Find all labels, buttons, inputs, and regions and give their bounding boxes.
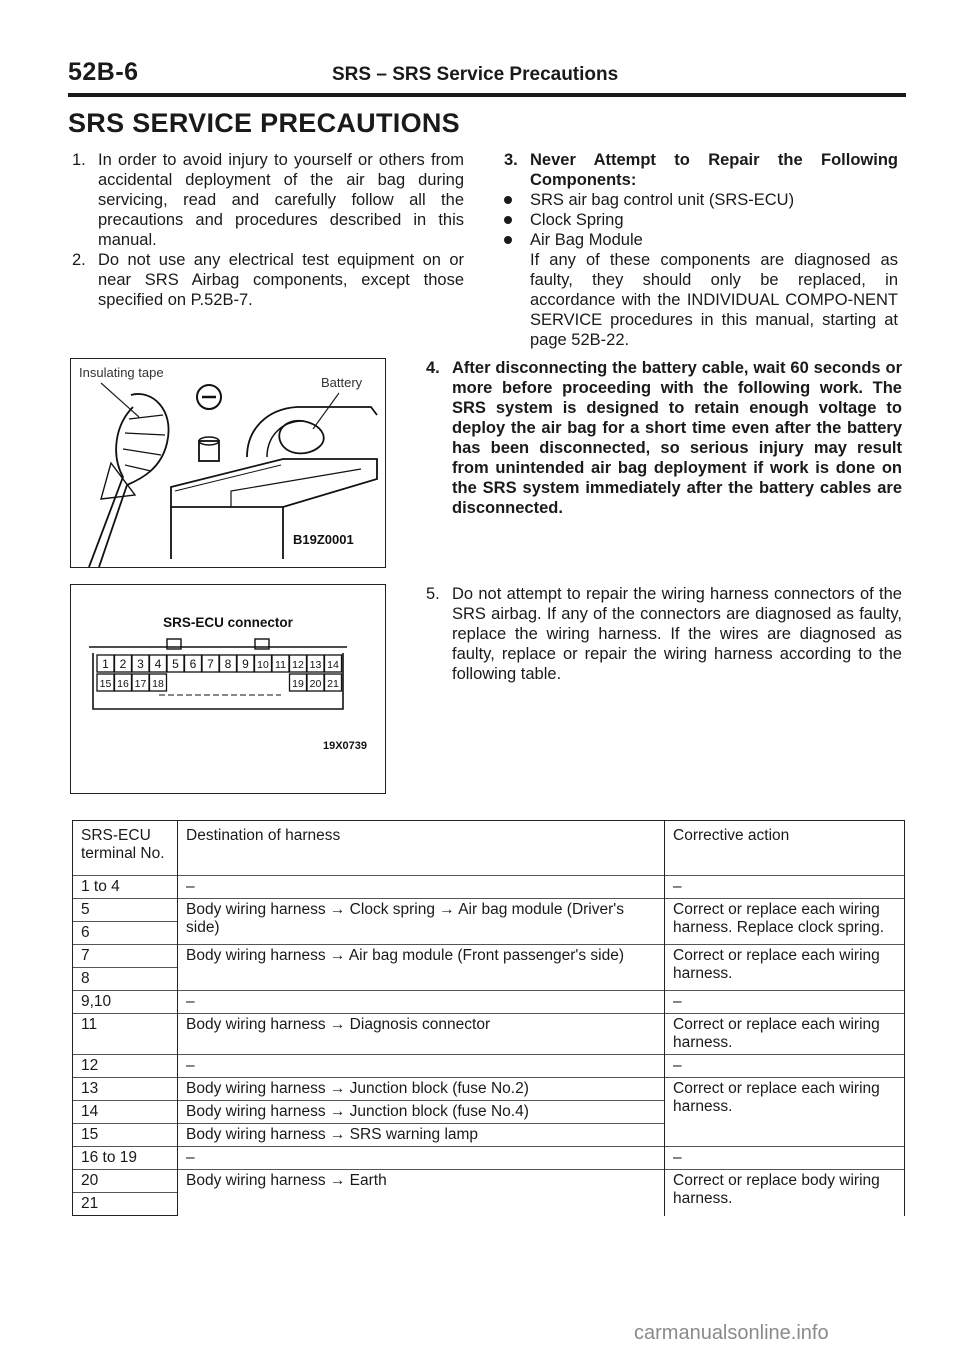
bullet-text: Clock Spring (530, 211, 624, 229)
connector-pin (290, 674, 307, 691)
cell-terminal: 16 to 19 (73, 1147, 178, 1170)
cell-terminal: 1 to 4 (73, 876, 178, 899)
cell-action: – (665, 1055, 905, 1078)
header-destination: Destination of harness (178, 821, 665, 876)
item-2 (66, 250, 464, 310)
battery-illustration (71, 359, 385, 567)
figure-code: B19Z0001 (293, 532, 354, 547)
connector-pin (202, 655, 219, 672)
pin-row-bottom (97, 674, 342, 691)
pin-label: 10 (257, 659, 269, 671)
cell-destination: Body wiring harness → Diagnosis connector (178, 1014, 665, 1055)
cell-terminal: 11 (73, 1014, 178, 1055)
table-row (73, 1078, 905, 1101)
connector-pin (115, 655, 132, 672)
table-row (73, 1055, 905, 1078)
cell-destination: – (178, 876, 665, 899)
pin-label: 3 (137, 657, 144, 671)
table-header-row (73, 821, 905, 876)
pin-label: 19 (292, 678, 304, 690)
table-row (73, 876, 905, 899)
connector-pin (307, 674, 324, 691)
cell-action: Correct or replace each wiring harness. (665, 1078, 905, 1147)
cell-terminal: 15 (73, 1124, 178, 1147)
table-row (73, 1147, 905, 1170)
cell-destination: Body wiring harness → Junction block (fuse No.4) (178, 1101, 665, 1124)
cell-action: Correct or replace each wiring harness. (665, 945, 905, 991)
item-3-heading-block (498, 150, 898, 190)
cell-action: Correct or replace each wiring harness. Replace clock spring. (665, 899, 905, 945)
bullet-item (498, 210, 898, 230)
item-text: After disconnecting the battery cable, wait 60 seconds or more before proceeding with the following work. The SRS system is designed to retain enough voltage to deploy the air bag for a short time even after the battery has been disconnected, so serious injury may result from unintended air bag deployment if work is done on the SRS system immediately after the battery cables are disconnected. (452, 359, 902, 517)
item-text: In order to avoid injury to yourself or others from accidental deployment of the air bag during servicing, read and carefully follow all the precautions and procedures described in this manual. (98, 151, 464, 249)
item-5-block (420, 584, 902, 684)
pin-label: 12 (292, 659, 304, 671)
connector-pin (132, 674, 149, 691)
pin-label: 21 (327, 678, 339, 690)
table-row (73, 945, 905, 968)
pin-label: 14 (327, 659, 339, 671)
connector-pin (115, 674, 132, 691)
pin-label: 11 (275, 659, 286, 671)
header-action: Corrective action (665, 821, 905, 876)
pin-label: 13 (309, 659, 322, 671)
item-number: 5. (426, 585, 440, 603)
connector-pin (325, 655, 342, 672)
cell-action: Correct or replace body wiring harness. (665, 1170, 905, 1216)
cell-destination: Body wiring harness → Junction block (fuse No.2) (178, 1078, 665, 1101)
cell-terminal: 21 (73, 1193, 178, 1216)
cell-destination: Body wiring harness → SRS warning lamp (178, 1124, 665, 1147)
bullet-icon (504, 236, 512, 244)
connector-pin (220, 655, 237, 672)
cell-action: – (665, 876, 905, 899)
pin-label: 6 (189, 657, 197, 671)
item-4-block (420, 358, 902, 518)
pin-label: 1 (102, 657, 109, 671)
battery-label: Battery (321, 375, 363, 390)
connector-pin (307, 655, 324, 672)
cell-terminal: 13 (73, 1078, 178, 1101)
cell-destination: – (178, 1055, 665, 1078)
cell-terminal: 6 (73, 922, 178, 945)
pin-label: 17 (134, 678, 147, 690)
item-number: 3. (504, 151, 518, 169)
connector-pin (325, 674, 342, 691)
connector-pin (290, 655, 307, 672)
connector-pin (255, 655, 272, 672)
table-row (73, 1014, 905, 1055)
item-5 (420, 584, 902, 684)
connector-pin (167, 655, 184, 672)
item-3 (498, 150, 898, 350)
item-3-heading: Never Attempt to Repair the Following Components: (530, 151, 898, 189)
page-title: SRS SERVICE PRECAUTIONS (68, 108, 460, 138)
cell-destination: – (178, 1147, 665, 1170)
cell-terminal: 8 (73, 968, 178, 991)
item-4 (420, 358, 902, 518)
page-number: 52B-6 (68, 58, 139, 86)
insulating-tape-label: Insulating tape (79, 365, 164, 380)
cell-action: – (665, 991, 905, 1014)
table-row (73, 899, 905, 922)
item-number: 1. (72, 151, 86, 169)
connector-pin (237, 655, 254, 672)
pin-label: 16 (117, 678, 129, 690)
item-text: If any of these components are diagnosed as faulty, they should only be replaced, in accordance with the INDIVIDUAL COMPO-NENT SERVICE procedures in this manual, starting at page 52B-22. (530, 251, 898, 349)
connector-pin (97, 655, 114, 672)
cell-destination: Body wiring harness → Earth (178, 1170, 665, 1216)
watermark: carmanualsonline.info (634, 1322, 829, 1344)
bullet-text: Air Bag Module (530, 231, 643, 249)
bullet-icon (504, 216, 512, 224)
cell-action: Correct or replace each wiring harness. (665, 1014, 905, 1055)
pin-label: 18 (152, 678, 164, 690)
header-rule (68, 93, 906, 97)
cell-terminal: 20 (73, 1170, 178, 1193)
pin-label: 9 (242, 657, 249, 671)
cell-terminal: 9,10 (73, 991, 178, 1014)
pin-label: 20 (309, 678, 322, 690)
table-row (73, 991, 905, 1014)
table-row (73, 1170, 905, 1193)
cell-destination: – (178, 991, 665, 1014)
harness-table (72, 820, 905, 1216)
cell-destination: Body wiring harness → Clock spring → Air bag module (Driver's side) (178, 899, 665, 945)
connector-pin (132, 655, 149, 672)
cell-terminal: 12 (73, 1055, 178, 1078)
pin-label: 4 (154, 657, 162, 671)
item-3-body (498, 250, 898, 350)
pin-label: 7 (207, 657, 214, 671)
left-column (66, 150, 464, 310)
pin-label: 2 (119, 657, 127, 671)
item-text: Do not attempt to repair the wiring harness connectors of the SRS airbag. If any of the connectors are diagnosed as faulty, replace the wiring harness. If the wires are diagnosed as faulty, replace or repair the wiring harness according to the following table. (452, 585, 902, 683)
bullet-item (498, 230, 898, 250)
cell-terminal: 5 (73, 899, 178, 922)
cell-terminal: 7 (73, 945, 178, 968)
connector-title: SRS-ECU connector (163, 615, 293, 630)
section-title: SRS – SRS Service Precautions (332, 64, 619, 85)
pin-label: 5 (172, 657, 179, 671)
pin-label: 8 (224, 657, 232, 671)
connector-pin (272, 655, 289, 672)
connector-pin (150, 655, 167, 672)
bullet-item (498, 190, 898, 210)
bullet-icon (504, 196, 512, 204)
figure-code: 19X0739 (322, 740, 367, 752)
item-number: 2. (72, 251, 86, 269)
cell-destination: Body wiring harness → Air bag module (Front passenger's side) (178, 945, 665, 991)
connector-pin (185, 655, 202, 672)
connector-figure (70, 584, 386, 794)
pin-label: 15 (99, 678, 112, 690)
connector-pin (97, 674, 114, 691)
cell-action: – (665, 1147, 905, 1170)
bullet-text: SRS air bag control unit (SRS-ECU) (530, 191, 795, 209)
battery-figure (70, 358, 386, 568)
connector-illustration (71, 585, 385, 793)
header-terminal: SRS-ECU terminal No. (73, 821, 178, 876)
item-1 (66, 150, 464, 250)
pin-row-top (97, 655, 342, 672)
item-number: 4. (426, 359, 440, 377)
cell-terminal: 14 (73, 1101, 178, 1124)
connector-pin (150, 674, 167, 691)
item-text: Do not use any electrical test equipment on or near SRS Airbag components, except those specified on P.52B-7. (98, 251, 464, 309)
